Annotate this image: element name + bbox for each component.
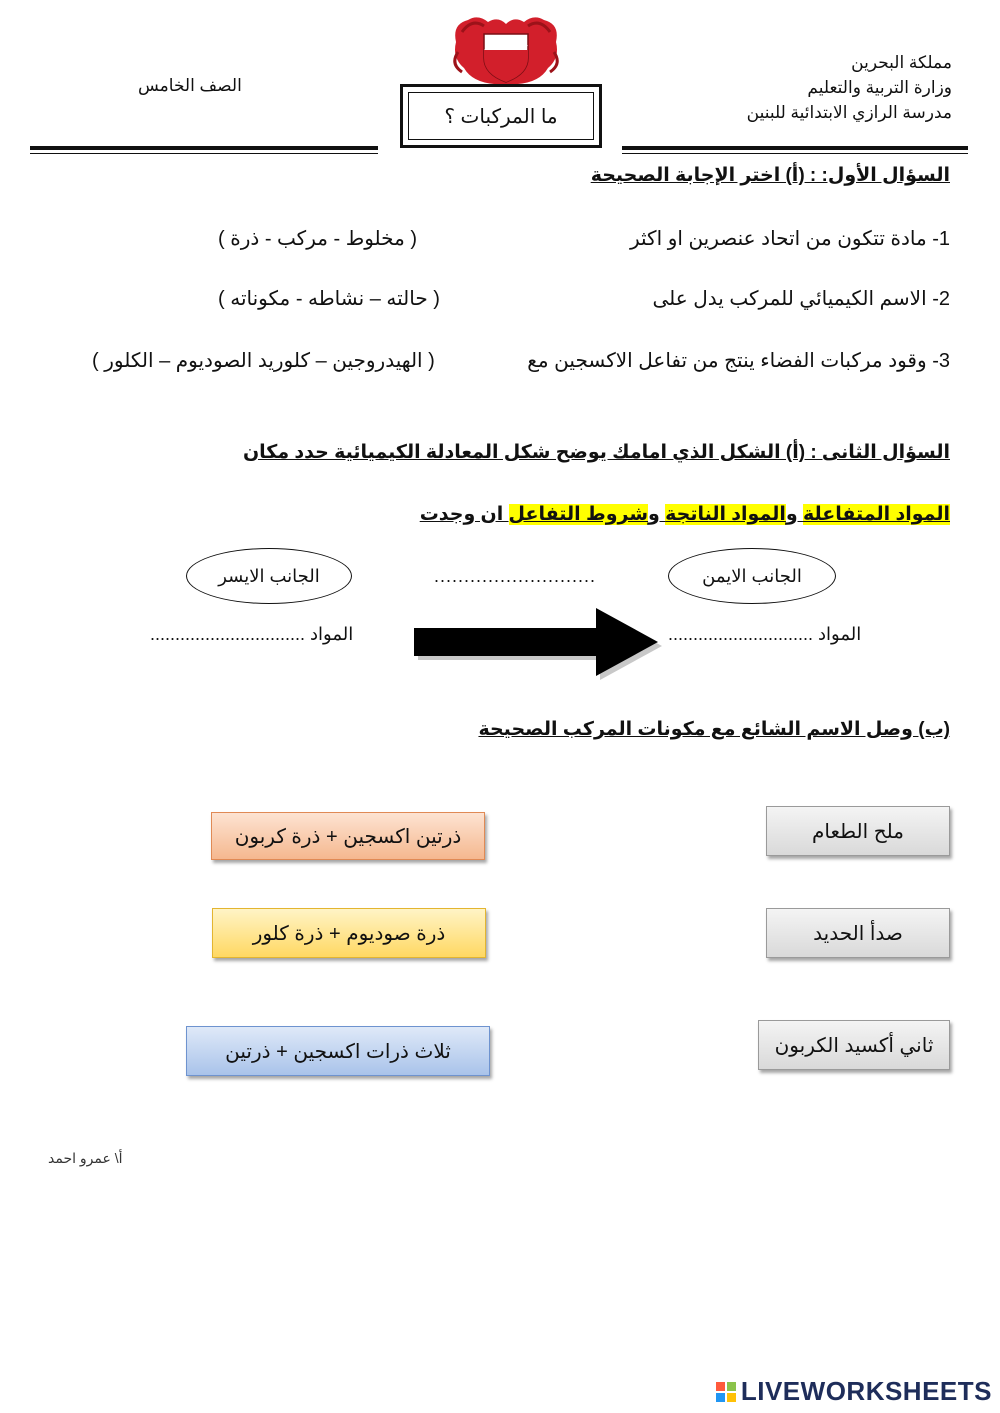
reactants-blank[interactable]: المواد ............................... [150,624,354,644]
q2-heading: السؤال الثانى : (أ) الشكل الذي امامك يوضح شكل المعادلة الكيميائية حدد مكان [242,442,950,463]
q1-item-1-options: ( مخلوط - مركب - ذرة ) [218,228,418,250]
header-rule-left-thin [30,153,378,154]
conditions-blank[interactable]: ........................... [434,566,597,586]
products-blank[interactable]: المواد ............................. [668,624,862,644]
q1-item-3-text: 3- وقود مركبات الفضاء ينتج من تفاعل الاكسجين مع [527,350,950,372]
school-header [652,50,952,125]
reaction-arrow-icon [400,604,670,684]
author-credit: أ\ عمرو احمد [48,1150,123,1166]
match-component-1[interactable]: ذرتين اكسجين + ذرة كربون [211,812,485,860]
q1-item-2-text: 2- الاسم الكيميائي للمركب يدل على [652,288,950,310]
q1-item-2-options: ( حالته – نشاطه - مكوناته ) [218,288,440,310]
match-name-iron-rust[interactable]: صدأ الحديد [766,908,950,958]
q1-item-1-text: 1- مادة تتكون من اتحاد عنصرين او اكثر [629,228,950,250]
match-component-3[interactable]: ثلاث ذرات اكسجين + ذرتين [186,1026,490,1076]
q1-heading: السؤال الأول: : (أ) اختر الإجابة الصحيحة [590,165,950,186]
header-rule-right-thin [622,153,968,154]
q2b-heading: (ب) وصل الاسم الشائع مع مكونات المركب الصحيحة [478,719,950,740]
reactants-highlight: المواد المتفاعلة [802,504,950,525]
match-component-2[interactable]: ذرة صوديوم + ذرة كلور [212,908,486,958]
q2-heading-line2: المواد المتفاعلة والمواد الناتجة وشروط التفاعل ان وجدت [419,504,950,525]
match-name-carbon-dioxide[interactable]: ثاني أكسيد الكربون [758,1020,950,1070]
header-rule-left [30,146,378,150]
conditions-highlight: شروط التفاعل [508,504,649,525]
left-side-oval: الجانب الايسر [186,548,352,604]
page-title-text: ما المركبات ؟ [444,105,558,128]
q1-item-3-options: ( الهيدروجين – كلوريد الصوديوم – الكلور ) [92,350,435,372]
country-name: مملكة البحرين [851,53,952,72]
school-name: مدرسة الرازي الابتدائية للبنين [746,103,952,122]
brand-squares-icon [716,1382,736,1402]
right-side-oval: الجانب الايمن [668,548,836,604]
bahrain-emblem-icon [448,12,564,92]
liveworksheets-logo: LIVEWORKSHEETS [716,1376,992,1407]
page-title [400,84,602,148]
products-highlight: المواد الناتجة [665,504,786,525]
ministry-name: وزارة التربية والتعليم [807,78,952,97]
header-rule-right [622,146,968,150]
match-name-table-salt[interactable]: ملح الطعام [766,806,950,856]
grade-label: الصف الخامس [138,76,242,95]
